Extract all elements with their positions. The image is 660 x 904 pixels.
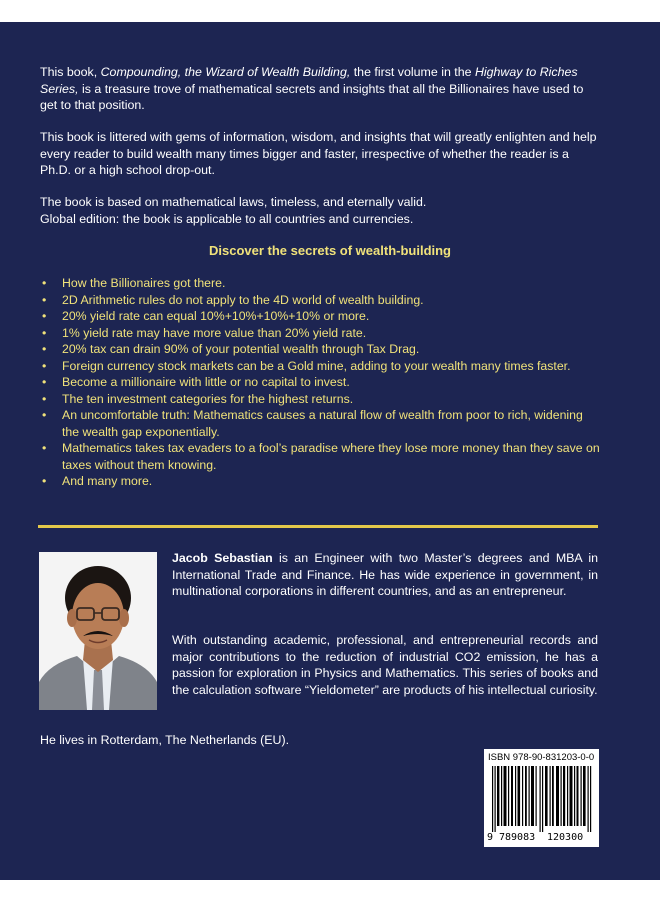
bullet-icon: • <box>42 408 47 422</box>
list-item: • 2D Arithmetic rules do not apply to the 4D world of wealth building. <box>42 292 424 307</box>
list-item: • 20% tax can drain 90% of your potential wealth through Tax Drag. <box>42 342 420 356</box>
back-cover <box>0 22 660 880</box>
intro-paragraph-4: Global edition: the book is applicable to all countries and currencies. <box>40 211 414 226</box>
bullet-icon: • <box>42 441 47 455</box>
secrets-list <box>40 275 600 490</box>
intro-paragraph-3: The book is based on mathematical laws, timeless, and eternally valid. <box>40 195 427 209</box>
list-item: • The ten investment categories for the highest returns. <box>42 391 354 406</box>
list-item: • 1% yield rate may have more value than 20% yield rate. <box>42 325 367 340</box>
bullet-icon: • <box>42 309 47 323</box>
author-bio-2: With outstanding academic, professional, and entrepreneurial records and major contributions to the reduction of industrial CO2 emission, he has a passion for exploration in Physics and Mathematics. This series of books and the calculation software “Yieldometer” are products of his intellectual curiosity. <box>172 633 598 697</box>
bullet-icon: • <box>42 292 47 307</box>
bullet-icon: • <box>42 342 47 356</box>
bullet-icon: • <box>42 276 47 290</box>
bullet-icon: • <box>42 375 47 389</box>
list-item: • Foreign currency stock markets can be a Gold mine, adding to your wealth many times faster. <box>42 358 571 373</box>
list-item: • And many more. <box>42 474 153 488</box>
list-item: • Mathematics takes tax evaders to a fool’s paradise where they lose more money than they save on taxes without them knowing. <box>42 441 600 472</box>
isbn-barcode: ISBN 978-90-831203-0-0 9 789083 120300 <box>484 749 599 847</box>
barcode-bars <box>490 766 594 832</box>
list-item: • 20% yield rate can equal 10%+10%+10%+10% or more. <box>42 309 370 323</box>
intro-paragraph-1: This book, Compounding, the Wizard of Wealth Building, the first volume in the Highway to Riches Series, is a treasure trove of mathematical secrets and insights that all the Billionaires have used to get to that position. <box>40 65 584 112</box>
bullet-icon: • <box>42 358 47 373</box>
author-location: He lives in Rotterdam, The Netherlands (EU). <box>40 733 290 747</box>
portrait-image <box>39 552 157 710</box>
secrets-heading: Discover the secrets of wealth-building <box>209 243 451 258</box>
list-item: • An uncomfortable truth: Mathematics causes a natural flow of wealth from poor to rich, widening the wealth gap exponentially. <box>42 408 583 439</box>
divider <box>38 525 598 528</box>
isbn-label: ISBN 978-90-831203-0-0 <box>488 752 595 763</box>
author-photo <box>39 552 157 710</box>
intro-paragraph-2: This book is littered with gems of information, wisdom, and insights that will greatly enlighten and help every reader to build wealth many times bigger and faster, irrespective of whether the reader is a Ph.D. or a high school drop-out. <box>40 130 597 177</box>
author-name: Jacob Sebastian <box>172 551 273 565</box>
bullet-icon: • <box>42 391 47 406</box>
bullet-icon: • <box>42 474 47 488</box>
list-item: • Become a millionaire with little or no capital to invest. <box>42 375 350 389</box>
list-item: • How the Billionaires got there. <box>42 276 226 290</box>
bullet-icon: • <box>42 325 47 340</box>
author-bio-1: Jacob Sebastian is an Engineer with two Master’s degrees and MBA in International Trade and Finance. He has wide experience in government, in multinational corporations in different countries, and as an entrepreneur. <box>172 551 598 598</box>
